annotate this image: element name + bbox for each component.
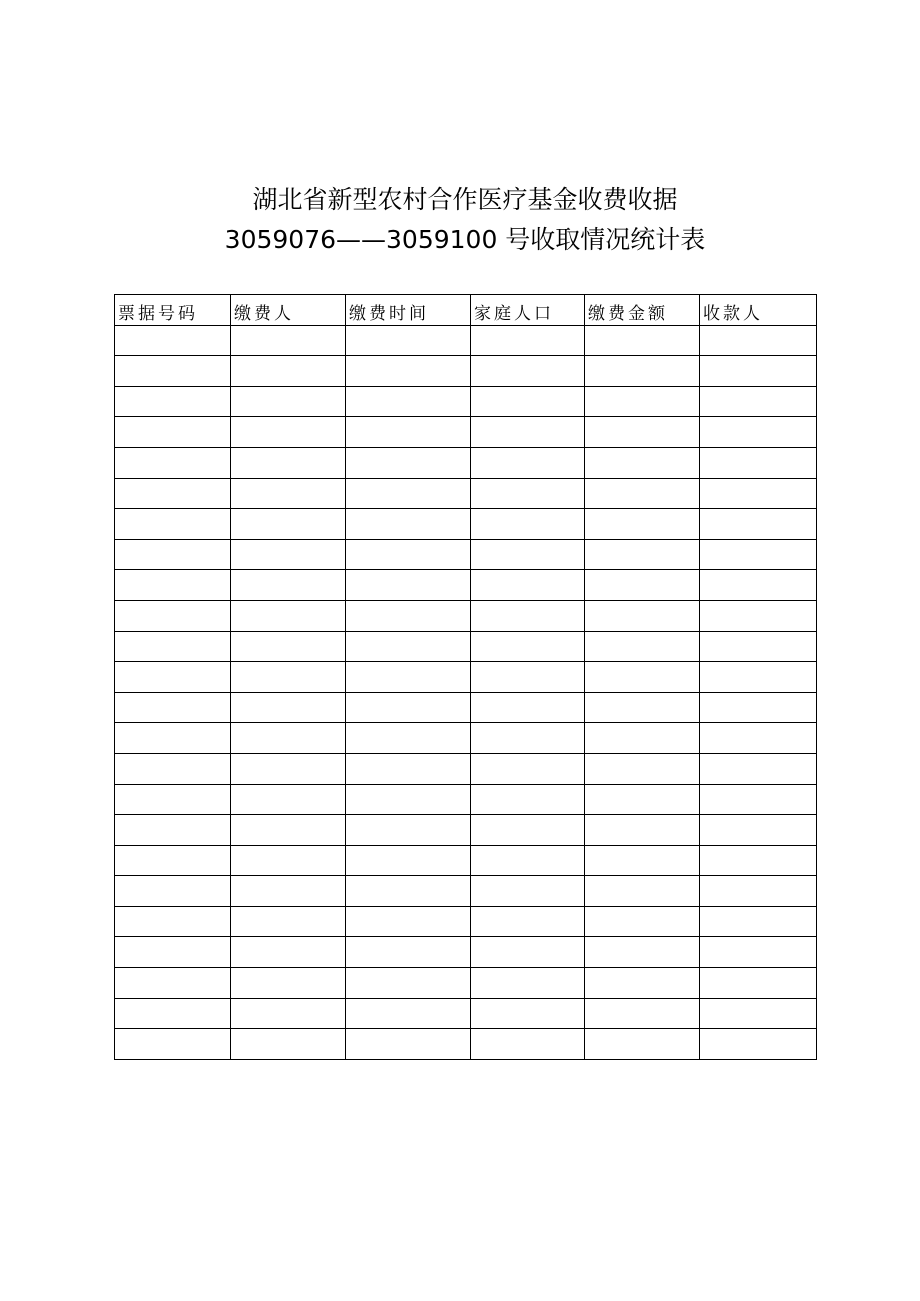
table-cell <box>115 325 231 356</box>
table-row <box>115 1029 817 1060</box>
table-cell <box>346 937 471 968</box>
table-cell <box>700 753 817 784</box>
table-cell <box>346 815 471 846</box>
table-cell <box>585 845 700 876</box>
table-cell <box>115 631 231 662</box>
table-row <box>115 386 817 417</box>
table-row <box>115 600 817 631</box>
table-cell <box>346 723 471 754</box>
table-cell <box>700 447 817 478</box>
table-cell <box>471 478 585 509</box>
table-cell <box>700 784 817 815</box>
table-cell <box>115 998 231 1029</box>
table-cell <box>471 570 585 601</box>
table-cell <box>231 968 346 999</box>
table-row <box>115 753 817 784</box>
table-cell <box>585 478 700 509</box>
table-cell <box>700 325 817 356</box>
table-cell <box>115 1029 231 1060</box>
table-cell <box>471 998 585 1029</box>
table-row <box>115 325 817 356</box>
table-cell <box>471 356 585 387</box>
table-cell <box>471 1029 585 1060</box>
table-cell <box>471 325 585 356</box>
table-cell <box>346 968 471 999</box>
table-cell <box>231 1029 346 1060</box>
table-cell <box>346 447 471 478</box>
table-cell <box>115 968 231 999</box>
header-payer: 缴费人 <box>231 295 346 326</box>
table-cell <box>231 876 346 907</box>
table-cell <box>231 662 346 693</box>
table-cell <box>115 509 231 540</box>
table-cell <box>231 570 346 601</box>
table-cell <box>231 417 346 448</box>
table-cell <box>585 998 700 1029</box>
table-cell <box>346 845 471 876</box>
table-cell <box>471 753 585 784</box>
table-row <box>115 876 817 907</box>
table-cell <box>471 815 585 846</box>
table-cell <box>231 937 346 968</box>
title-line-2: 3059076——3059100 号收取情况统计表 <box>224 225 706 254</box>
table-cell <box>471 906 585 937</box>
table-cell <box>585 692 700 723</box>
table-cell <box>471 876 585 907</box>
table-cell <box>585 356 700 387</box>
table-cell <box>115 723 231 754</box>
table-row <box>115 356 817 387</box>
table-cell <box>115 356 231 387</box>
table-cell <box>115 784 231 815</box>
table-row <box>115 968 817 999</box>
table-cell <box>231 845 346 876</box>
header-receipt-number: 票据号码 <box>115 295 231 326</box>
table-cell <box>346 600 471 631</box>
table-row <box>115 692 817 723</box>
table-row <box>115 723 817 754</box>
table-cell <box>700 723 817 754</box>
table-cell <box>346 325 471 356</box>
table-row <box>115 447 817 478</box>
table-cell <box>346 417 471 448</box>
table-cell <box>346 662 471 693</box>
table-row <box>115 509 817 540</box>
table-cell <box>471 631 585 662</box>
table-cell <box>585 600 700 631</box>
table-cell <box>700 692 817 723</box>
table-cell <box>585 509 700 540</box>
table-cell <box>585 386 700 417</box>
table-row <box>115 631 817 662</box>
table-row <box>115 998 817 1029</box>
table-cell <box>231 784 346 815</box>
table-cell <box>700 845 817 876</box>
table-cell <box>700 478 817 509</box>
table-cell <box>700 937 817 968</box>
table-cell <box>700 968 817 999</box>
table-cell <box>700 509 817 540</box>
table-cell <box>115 753 231 784</box>
table-cell <box>585 417 700 448</box>
table-cell <box>585 906 700 937</box>
table-cell <box>231 386 346 417</box>
header-household-size: 家庭人口 <box>471 295 585 326</box>
title-line-1: 湖北省新型农村合作医疗基金收费收据 <box>252 185 678 214</box>
table-cell <box>346 509 471 540</box>
table-cell <box>115 478 231 509</box>
table-cell <box>346 631 471 662</box>
table-cell <box>115 845 231 876</box>
table-cell <box>585 539 700 570</box>
table-cell <box>231 325 346 356</box>
table-cell <box>231 998 346 1029</box>
table-cell <box>471 845 585 876</box>
table-cell <box>115 417 231 448</box>
table-cell <box>700 998 817 1029</box>
table-row <box>115 570 817 601</box>
table-cell <box>471 509 585 540</box>
table-cell <box>346 692 471 723</box>
table-row <box>115 845 817 876</box>
table-cell <box>471 417 585 448</box>
table-cell <box>700 876 817 907</box>
table-cell <box>585 815 700 846</box>
table-cell <box>585 1029 700 1060</box>
table-cell <box>346 876 471 907</box>
table-cell <box>231 600 346 631</box>
table-cell <box>346 570 471 601</box>
table-cell <box>115 692 231 723</box>
table-cell <box>231 692 346 723</box>
table-cell <box>346 539 471 570</box>
table-row <box>115 906 817 937</box>
table-cell <box>346 478 471 509</box>
table-cell <box>700 631 817 662</box>
table-cell <box>346 753 471 784</box>
table-cell <box>471 386 585 417</box>
table-cell <box>231 753 346 784</box>
table-cell <box>115 539 231 570</box>
table-cell <box>585 784 700 815</box>
table-cell <box>115 447 231 478</box>
table-cell <box>115 815 231 846</box>
table-cell <box>700 662 817 693</box>
table-row <box>115 478 817 509</box>
table-cell <box>585 937 700 968</box>
table-cell <box>471 692 585 723</box>
table-cell <box>231 723 346 754</box>
table-cell <box>700 1029 817 1060</box>
header-payment-amount: 缴费金额 <box>585 295 700 326</box>
table-cell <box>231 539 346 570</box>
table-row <box>115 417 817 448</box>
table-row <box>115 662 817 693</box>
table-cell <box>700 356 817 387</box>
table-cell <box>585 723 700 754</box>
table-cell <box>471 447 585 478</box>
table-row <box>115 937 817 968</box>
table-row <box>115 815 817 846</box>
table-cell <box>471 539 585 570</box>
table-cell <box>585 662 700 693</box>
table-cell <box>471 968 585 999</box>
table-cell <box>585 447 700 478</box>
table-cell <box>346 998 471 1029</box>
table-row <box>115 539 817 570</box>
table-cell <box>231 509 346 540</box>
table-cell <box>471 662 585 693</box>
table-cell <box>115 570 231 601</box>
table-cell <box>700 906 817 937</box>
table-cell <box>346 906 471 937</box>
table-cell <box>231 906 346 937</box>
table-header-row <box>115 295 817 326</box>
table-cell <box>346 356 471 387</box>
table-cell <box>471 600 585 631</box>
table-cell <box>115 876 231 907</box>
table-cell <box>471 937 585 968</box>
table-cell <box>700 417 817 448</box>
table-cell <box>700 600 817 631</box>
table-cell <box>585 631 700 662</box>
header-payee: 收款人 <box>700 295 817 326</box>
table-cell <box>471 784 585 815</box>
table-cell <box>585 325 700 356</box>
table-body <box>115 325 817 1059</box>
table-cell <box>585 968 700 999</box>
table-cell <box>471 723 585 754</box>
document-title <box>0 180 920 260</box>
table-cell <box>231 356 346 387</box>
table-cell <box>115 906 231 937</box>
table-cell <box>231 815 346 846</box>
table-cell <box>585 753 700 784</box>
table-cell <box>115 937 231 968</box>
statistics-table <box>114 294 817 1060</box>
table-cell <box>700 815 817 846</box>
header-payment-time: 缴费时间 <box>346 295 471 326</box>
table-cell <box>585 876 700 907</box>
table-cell <box>346 1029 471 1060</box>
table-cell <box>231 447 346 478</box>
table-cell <box>231 631 346 662</box>
table-cell <box>231 478 346 509</box>
table-cell <box>585 570 700 601</box>
table-cell <box>346 386 471 417</box>
table-cell <box>700 386 817 417</box>
table-cell <box>700 570 817 601</box>
table-cell <box>115 600 231 631</box>
table-cell <box>115 386 231 417</box>
table-cell <box>346 784 471 815</box>
table-cell <box>700 539 817 570</box>
table-row <box>115 784 817 815</box>
table-cell <box>115 662 231 693</box>
